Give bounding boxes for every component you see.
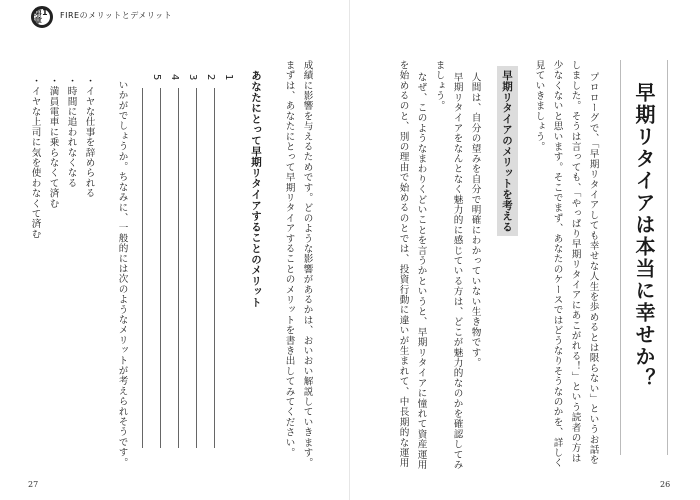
worksheet-rule — [214, 88, 215, 448]
left-top-line-2: まずは、あなたにとって早期リタイアすることのメリットを書き出してみてください。 — [283, 60, 295, 458]
closing-line: いかがでしょうか。ちなみに、一般的には次のようなメリットが考えられそうです。 — [116, 80, 128, 468]
page-title: 早期リタイアは本当に幸せか？ — [632, 82, 656, 390]
worksheet-number: 5 — [151, 74, 162, 81]
left-top-line-1: 成績に影響を与えるためです。どのような影響があるかは、おいおい解説していきます。 — [301, 60, 313, 468]
chapter-badge — [31, 6, 53, 28]
section-line-3: ましょう。 — [433, 60, 445, 111]
bullet-item: ・時間に追われなくなる — [65, 76, 77, 189]
section-line-4: なぜ、このようなまわりくどいことを言うかというと、早期リタイアに憧れて資産運用 — [415, 72, 427, 470]
worksheet-number: 2 — [205, 74, 216, 81]
folio-left: 27 — [28, 480, 39, 489]
bullet-item: ・イヤな仕事を辞められる — [83, 76, 95, 199]
worksheet-rule — [178, 88, 179, 448]
section-line-2: 早期リタイアをなんとなく魅力的に感じている方は、どこが魅力的なのかを確認してみ — [451, 72, 463, 470]
section-heading: 早期リタイアのメリットを考える — [497, 66, 518, 236]
intro-line-3: 少なくないと思います。そこでまず、あなたのケースではどうなりそうなのかを、詳しく — [551, 60, 563, 468]
gutter — [349, 0, 350, 500]
folio-right: 26 — [660, 480, 671, 489]
running-head: FIREのメリットとデメリット — [60, 11, 173, 20]
worksheet-heading: あなたにとって早期リタイアすることのメリット — [250, 70, 262, 308]
worksheet-number: 4 — [169, 74, 180, 81]
worksheet-number: 3 — [187, 74, 198, 81]
intro-line-1: プロローグで、「早期リタイアしても幸せな人生を歩めるとは限らない」というお話を — [587, 72, 599, 465]
section-line-5: を始めるのと、別の理由で始めるのとでは、投資行動に違いが生まれて、中長期的な運用 — [397, 60, 409, 468]
worksheet-rule — [160, 88, 161, 448]
worksheet-number: 1 — [223, 74, 234, 81]
worksheet-rule — [142, 88, 143, 448]
chapter-badge-label: 第1章 — [34, 8, 48, 25]
bullet-item: ・満員電車に乗らなくて済む — [47, 76, 59, 209]
bullet-item: ・イヤな上司に気を使わなくて済む — [29, 76, 41, 240]
intro-line-2: しました。そうは言っても、「やっぱり早期リタイアにあこがれる！」という読者の方は — [569, 60, 581, 464]
section-line-1: 人間は、自分の望みを自分で明確にわかっていない生き物です。 — [469, 72, 481, 368]
intro-line-4: 見ていきましょう。 — [533, 60, 545, 152]
worksheet-rule — [196, 88, 197, 448]
